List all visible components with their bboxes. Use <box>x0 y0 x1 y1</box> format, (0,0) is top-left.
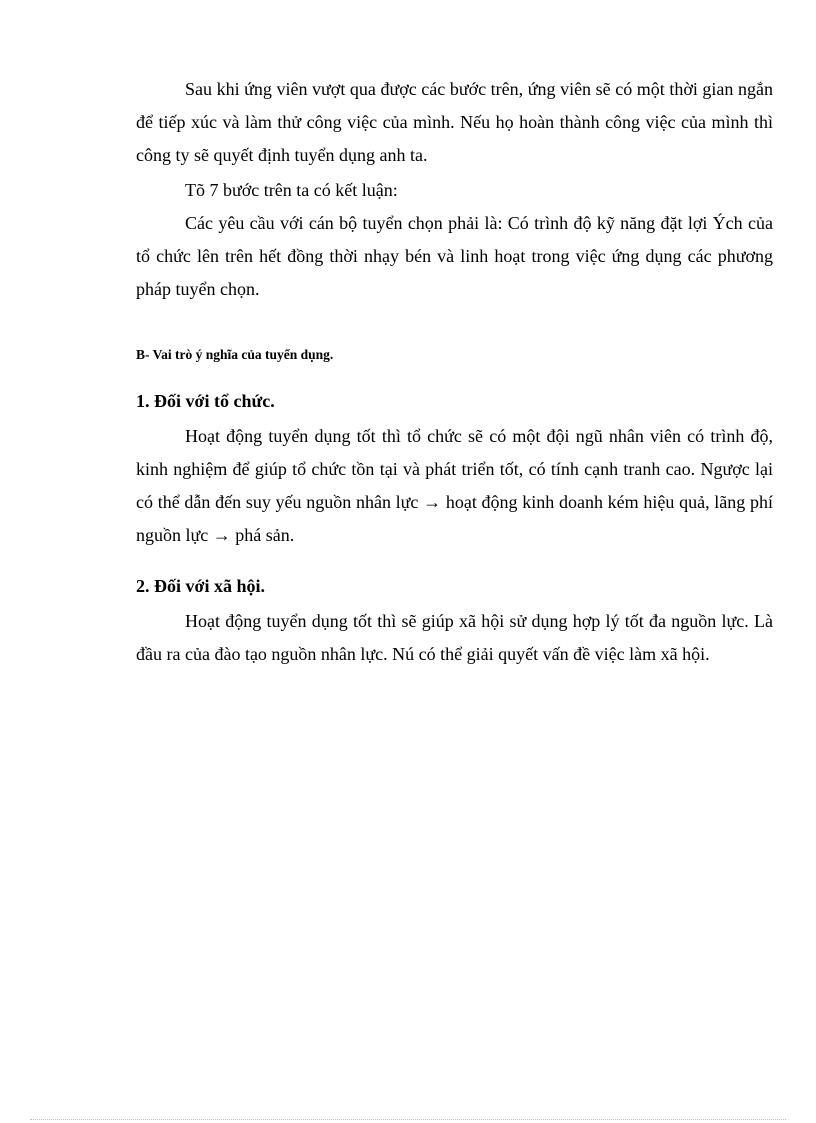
heading-organization: 1. Đối với tổ chức. <box>136 391 275 411</box>
heading-society: 2. Đối với xã hội. <box>136 576 265 596</box>
paragraph-society-role: Hoạt động tuyển dụng tốt thì sẽ giúp xã hội sử dụng hợp lý tốt đa nguồn lực. Là đầu ra của đào tạo nguồn nhân lực. Nú có thể giải quyết vấn đề việc làm xã hội. <box>136 611 773 664</box>
page-bottom-dotted-rule <box>30 1119 786 1120</box>
paragraph-organization-role: Hoạt động tuyển dụng tốt thì tổ chức sẽ có một đội ngũ nhân viên có trình độ, kinh nghiệm để giúp tổ chức tồn tại và phát triển tốt, có tính cạnh tranh cao. Ngược lại có thể dẫn đến suy yếu nguồn nhân lực → hoạt động kinh doanh kém hiệu quả, lãng phí nguồn lực → phá sản. <box>136 426 773 545</box>
paragraph-candidate-trial: Sau khi ứng viên vượt qua được các bước trên, ứng viên sẽ có một thời gian ngắn để tiếp xúc và làm thử công việc của mình. Nếu họ hoàn thành công việc của mình thì công ty sẽ quyết định tuyển dụng anh ta. <box>136 79 773 165</box>
paragraph-recruiter-requirements: Các yêu cầu với cán bộ tuyển chọn phải là: Có trình độ kỹ năng đặt lợi Ých của tổ chức lên trên hết đồng thời nhạy bén và linh hoạt trong việc ứng dụng các phương pháp tuyển chọn. <box>136 213 773 299</box>
section-b-heading: B- Vai trò ý nghĩa của tuyển dụng. <box>136 347 334 362</box>
paragraph-conclusion-intro: Tõ 7 bước trên ta có kết luận: <box>185 180 398 200</box>
